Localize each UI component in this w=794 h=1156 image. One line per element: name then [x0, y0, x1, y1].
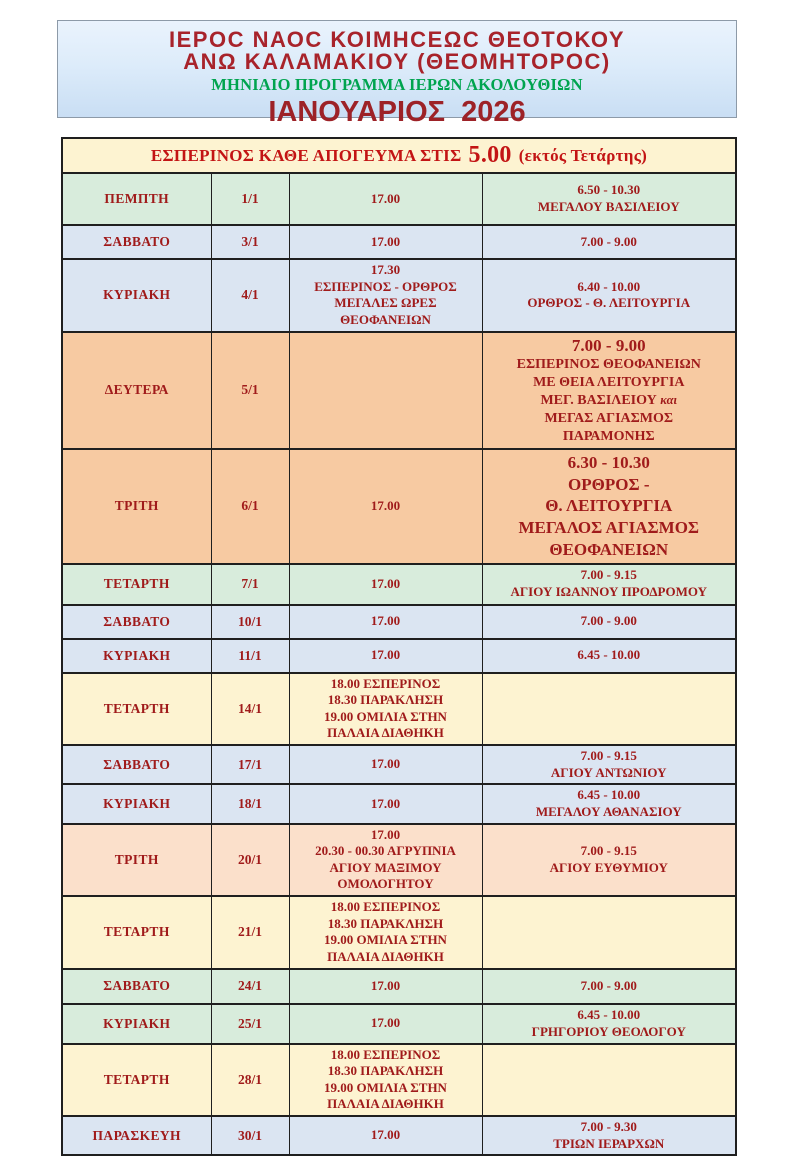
service-line: ΠΑΛΑΙΑ ΔΙΑΘΗΚΗ: [327, 948, 444, 964]
table-row: [62, 449, 736, 564]
day-cell: ΤΕΤΑΡΤΗ: [62, 673, 211, 746]
date-cell: 11/1: [211, 639, 289, 673]
morning-services-cell: [482, 332, 736, 449]
morning-services-cell: [482, 673, 736, 746]
day-cell: ΣΑΒΒΑΤΟ: [62, 605, 211, 639]
evening-services-cell: [289, 896, 482, 969]
service-line: 17.00: [370, 647, 401, 663]
service-line: 6.40 - 10.00: [577, 278, 641, 294]
service-line: ΓΡΗΓΟΡΙΟΥ ΘΕΟΛΟΓΟΥ: [531, 1023, 686, 1039]
service-line: 18.30 ΠΑΡΑΚΛΗΣΗ: [327, 915, 444, 931]
service-line: ΟΜΟΛΟΓΗΤΟΥ: [337, 876, 434, 892]
table-row: [62, 784, 736, 823]
day-cell: ΚΥΡΙΑΚΗ: [62, 259, 211, 332]
day-cell: ΤΡΙΤΗ: [62, 824, 211, 897]
banner-text-before: ΕΣΠΕΡΙΝΟΣ ΚΑΘΕ ΑΠΟΓΕΥΜΑ ΣΤΙΣ: [150, 146, 462, 165]
evening-services-cell: [289, 969, 482, 1004]
table-row: [62, 1044, 736, 1117]
church-title-line1: ΙΕΡΟC ΝΑΟC ΚΟΙΜΗCΕΩC ΘΕΟΤΟΚΟΥ: [169, 27, 625, 52]
day-cell: ΤΕΤΑΡΤΗ: [62, 564, 211, 605]
service-line: 6.45 - 10.00: [577, 787, 641, 803]
service-line: 19.00 ΟΜΙΛΙΑ ΣΤΗΝ: [324, 1079, 447, 1095]
day-cell: ΣΑΒΒΑΤΟ: [62, 745, 211, 784]
morning-services-cell: [482, 605, 736, 639]
service-line: ΘΕΟΦΑΝΕΙΩΝ: [549, 539, 669, 559]
service-line: 6.50 - 10.30: [577, 182, 641, 198]
day-cell: ΤΕΤΑΡΤΗ: [62, 1044, 211, 1117]
service-line: 18.00 ΕΣΠΕΡΙΝΟΣ: [330, 1046, 441, 1062]
date-cell: 10/1: [211, 605, 289, 639]
service-line: ΤΡΙΩΝ ΙΕΡΑΡΧΩΝ: [553, 1135, 665, 1151]
service-line: ΑΓΙΟΥ ΜΑΞΙΜΟΥ: [329, 859, 442, 875]
service-line: 17.00: [370, 1015, 401, 1031]
date-cell: 7/1: [211, 564, 289, 605]
evening-services-cell: [289, 1116, 482, 1155]
service-line: 7.00 - 9.15: [580, 748, 637, 764]
service-line: 6.30 - 10.30: [567, 452, 650, 472]
evening-services-cell: [289, 824, 482, 897]
service-line: ΑΓΙΟΥ ΙΩΑΝΝΟΥ ΠΡΟΔΡΟΜΟΥ: [510, 584, 708, 600]
evening-services-cell: [289, 639, 482, 673]
evening-services-cell: [289, 1044, 482, 1117]
day-cell: ΔΕΥΤΕΡΑ: [62, 332, 211, 449]
evening-services-cell: [289, 564, 482, 605]
service-line: 6.45 - 10.00: [577, 1006, 641, 1022]
day-cell: ΤΕΤΑΡΤΗ: [62, 896, 211, 969]
service-line: ΕΣΠΕΡΙΝΟΣ - ΟΡΘΡΟΣ: [314, 278, 457, 294]
date-cell: 30/1: [211, 1116, 289, 1155]
service-line: 20.30 - 00.30 ΑΓΡΥΠΝΙΑ: [315, 843, 456, 859]
service-line: ΜΕΓΑΛΕΣ ΩΡΕΣ: [334, 295, 437, 311]
day-cell: ΚΥΡΙΑΚΗ: [62, 784, 211, 823]
service-line: 17.00: [370, 497, 401, 513]
evening-services-cell: [289, 605, 482, 639]
evening-services-cell: [289, 784, 482, 823]
header-box: [57, 20, 737, 128]
table-row: [62, 673, 736, 746]
program-subtitle: ΜΗΝΙΑΙΟ ΠΡΟΓΡΑΜΜΑ ΙΕΡΩΝ ΑΚΟΛΟΥΘΙΩΝ: [211, 75, 583, 94]
service-line: ΜΕΓΑΛΟΥ ΑΘΑΝΑΣΙΟΥ: [535, 803, 682, 819]
month-title: ΙΑΝΟΥΑΡΙΟΣ 2026: [268, 95, 526, 128]
morning-services-cell: [482, 225, 736, 259]
banner-text-after: (εκτός Τετάρτης): [518, 146, 648, 165]
date-cell: 25/1: [211, 1004, 289, 1044]
service-line: 18.00 ΕΣΠΕΡΙΝΟΣ: [330, 899, 441, 915]
service-line: 17.00: [370, 977, 401, 993]
table-row: [62, 1116, 736, 1155]
vespers-banner-cell: [62, 138, 736, 173]
evening-services-cell: [289, 332, 482, 449]
service-line: 19.00 ΟΜΙΛΙΑ ΣΤΗΝ: [324, 708, 447, 724]
evening-services-cell: [289, 225, 482, 259]
church-title-line2: ΑΝΩ ΚΑΛΑΜΑΚΙΟΥ (ΘΕΟΜΗΤΟΡΟC): [183, 49, 611, 74]
service-line: ΑΓΙΟΥ ΕΥΘΥΜΙΟΥ: [549, 859, 668, 875]
morning-services-cell: [482, 639, 736, 673]
evening-services-cell: [289, 673, 482, 746]
morning-services-cell: [482, 745, 736, 784]
morning-services-cell: [482, 449, 736, 564]
day-cell: ΣΑΒΒΑΤΟ: [62, 225, 211, 259]
service-line: 7.00 - 9.00: [571, 335, 646, 355]
service-line: 7.00 - 9.30: [580, 1119, 637, 1135]
morning-services-cell: [482, 173, 736, 225]
service-line: 7.00 - 9.15: [580, 843, 637, 859]
table-row: [62, 332, 736, 449]
service-line: 17.00: [370, 575, 401, 591]
table-row: [62, 605, 736, 639]
service-line: 18.30 ΠΑΡΑΚΛΗΣΗ: [327, 692, 444, 708]
service-line: 7.00 - 9.00: [580, 233, 637, 249]
evening-services-cell: [289, 449, 482, 564]
morning-services-cell: [482, 784, 736, 823]
table-row: [62, 745, 736, 784]
service-line: ΠΑΛΑΙΑ ΔΙΑΘΗΚΗ: [327, 1096, 444, 1112]
service-line: ΠΑΡΑΜΟΝΗΣ: [562, 428, 655, 444]
service-line: 18.30 ΠΑΡΑΚΛΗΣΗ: [327, 1063, 444, 1079]
schedule-table: [61, 137, 737, 1156]
service-line: 17.30: [370, 262, 401, 277]
day-cell: ΚΥΡΙΑΚΗ: [62, 1004, 211, 1044]
day-cell: ΠΑΡΑΣΚΕΥΗ: [62, 1116, 211, 1155]
table-row: [62, 824, 736, 897]
service-line: 17.00: [370, 1127, 401, 1143]
service-line: ΠΑΛΑΙΑ ΔΙΑΘΗΚΗ: [327, 725, 444, 741]
morning-services-cell: [482, 1116, 736, 1155]
table-row: [62, 259, 736, 332]
table-row: [62, 564, 736, 605]
service-line: 17.00: [370, 756, 401, 772]
date-cell: 3/1: [211, 225, 289, 259]
service-line: ΜΕΓΑΛΟΣ ΑΓΙΑΣΜΟΣ: [518, 518, 700, 538]
day-cell: ΣΑΒΒΑΤΟ: [62, 969, 211, 1004]
service-line: ΘΕΟΦΑΝΕΙΩΝ: [340, 311, 431, 327]
day-cell: ΠΕΜΠΤΗ: [62, 173, 211, 225]
date-cell: 6/1: [211, 449, 289, 564]
service-line: 7.00 - 9.00: [580, 977, 637, 993]
table-row: [62, 1004, 736, 1044]
table-row: [62, 173, 736, 225]
date-cell: 17/1: [211, 745, 289, 784]
date-cell: 5/1: [211, 332, 289, 449]
vespers-banner-row: [62, 138, 736, 173]
service-line: 17.00: [370, 795, 401, 811]
day-cell: ΤΡΙΤΗ: [62, 449, 211, 564]
service-line: 18.00 ΕΣΠΕΡΙΝΟΣ: [330, 675, 441, 691]
service-line: 17.00: [370, 233, 401, 249]
service-line: ΟΡΘΡΟΣ -: [568, 474, 650, 494]
service-line: ΟΡΘΡΟΣ - Θ. ΛΕΙΤΟΥΡΓΙΑ: [527, 295, 691, 311]
morning-services-cell: [482, 896, 736, 969]
date-cell: 1/1: [211, 173, 289, 225]
service-line: ΜΕΓ. ΒΑΣΙΛΕΙΟΥ και: [540, 393, 678, 409]
table-row: [62, 896, 736, 969]
service-line: ΜΕΓΑΣ ΑΓΙΑΣΜΟΣ: [544, 410, 674, 426]
evening-services-cell: [289, 745, 482, 784]
banner-time: 5.00: [468, 142, 512, 168]
date-cell: 14/1: [211, 673, 289, 746]
service-line: 17.00: [370, 826, 401, 842]
date-cell: 18/1: [211, 784, 289, 823]
service-line: 7.00 - 9.00: [580, 613, 637, 629]
date-cell: 24/1: [211, 969, 289, 1004]
morning-services-cell: [482, 969, 736, 1004]
evening-services-cell: [289, 1004, 482, 1044]
table-row: [62, 639, 736, 673]
morning-services-cell: [482, 564, 736, 605]
day-cell: ΚΥΡΙΑΚΗ: [62, 639, 211, 673]
evening-services-cell: [289, 259, 482, 332]
morning-services-cell: [482, 259, 736, 332]
service-line: 17.00: [370, 613, 401, 629]
morning-services-cell: [482, 1044, 736, 1117]
service-line: ΜΕΓΑΛΟΥ ΒΑΣΙΛΕΙΟΥ: [537, 199, 680, 214]
service-line: ΜΕ ΘΕΙΑ ΛΕΙΤΟΥΡΓΙΑ: [533, 375, 685, 391]
morning-services-cell: [482, 1004, 736, 1044]
table-row: [62, 225, 736, 259]
date-cell: 28/1: [211, 1044, 289, 1117]
service-line: ΕΣΠΕΡΙΝΟΣ ΘΕΟΦΑΝΕΙΩΝ: [516, 357, 701, 373]
date-cell: 21/1: [211, 896, 289, 969]
date-cell: 4/1: [211, 259, 289, 332]
morning-services-cell: [482, 824, 736, 897]
table-row: [62, 969, 736, 1004]
service-line: 6.45 - 10.00: [577, 647, 641, 663]
service-line: 19.00 ΟΜΙΛΙΑ ΣΤΗΝ: [324, 932, 447, 948]
service-line: Θ. ΛΕΙΤΟΥΡΓΙΑ: [545, 496, 673, 516]
schedule-body: [62, 173, 736, 1155]
date-cell: 20/1: [211, 824, 289, 897]
service-line: 17.00: [370, 190, 401, 206]
service-line: 7.00 - 9.15: [580, 567, 637, 583]
service-line: ΑΓΙΟΥ ΑΝΤΩΝΙΟΥ: [550, 764, 667, 780]
evening-services-cell: [289, 173, 482, 225]
